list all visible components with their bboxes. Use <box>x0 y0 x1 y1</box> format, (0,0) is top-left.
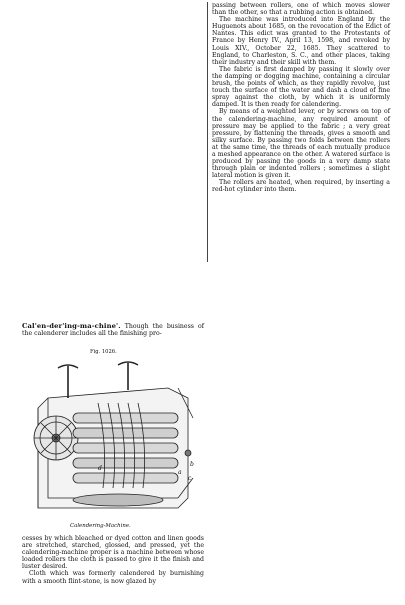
paragraph: Cloth which was formerly calendered by burnishing with a smooth flint-stone, is now glazed by <box>22 570 204 585</box>
left-column-entry <box>22 323 204 337</box>
paragraph: passing between rollers, one of which moves slower than the other, so that a rubbing action is obtained. <box>212 2 390 17</box>
paragraph: By means of a weighted lever, or by screws on top of the calendering-machine, any required amount of pressure may be applied to the fabric ; a very great pressure, by flattening the threads, gives a smooth and silky surface. By passing two folds between the rollers at the same time, the threads of each mutually produce a meshed appearance on the other. A watered surface is produced by passing the goods in a very damp state through plain or indented rollers ; sometimes a slight lateral motion is given it. <box>212 108 390 180</box>
entry-intro: Though the business of the calenderer includes all the finishing pro- <box>22 323 205 338</box>
figure-letter-c: c <box>188 475 192 482</box>
left-column-continuation <box>22 535 204 585</box>
paragraph: cesses by which bleached or dyed cotton and linen goods are stretched, starched, glossed, and pressed, yet the calendering-machine proper is a machine between whose loaded rollers the cloth is passed to give it the finish and luster desired. <box>22 535 204 571</box>
paragraph: The rollers are heated, when required, by inserting a red-hot cylinder into them. <box>212 179 390 194</box>
paragraph: The machine was introduced into England by the Huguenots about 1685, on the revocation of the Edict of Nantes. This edict was granted to the Protestants of France by Henry IV., April 13, 1598, and revoked by Louis XIV., October 22, 1685. They scattered to England, to Charleston, S. C., and other places, taking their industry and their skill with them. <box>212 16 390 66</box>
entry-opening <box>22 323 204 337</box>
column-divider <box>207 2 208 262</box>
headword: Cal'en-der'ing-ma-chine'. <box>22 322 121 330</box>
figure-letter-a: a <box>178 469 182 476</box>
figure-letter-b: b <box>190 461 194 468</box>
right-column <box>212 2 390 194</box>
paragraph: The fabric is first damped by passing it slowly over the damping or dogging machine, containing a circular brush, the points of which, as they rapidly revolve, just touch the surface of the water and dash a cloud of fine spray against the cloth, by which it is uniformly damped. It is then ready for calendering. <box>212 65 390 109</box>
figure-caption: Calendering-Machine. <box>70 523 131 529</box>
figure-letter-d: d <box>98 465 102 472</box>
figure-label: Fig. 1026. <box>90 349 117 355</box>
calendering-machine-figure <box>28 358 198 523</box>
